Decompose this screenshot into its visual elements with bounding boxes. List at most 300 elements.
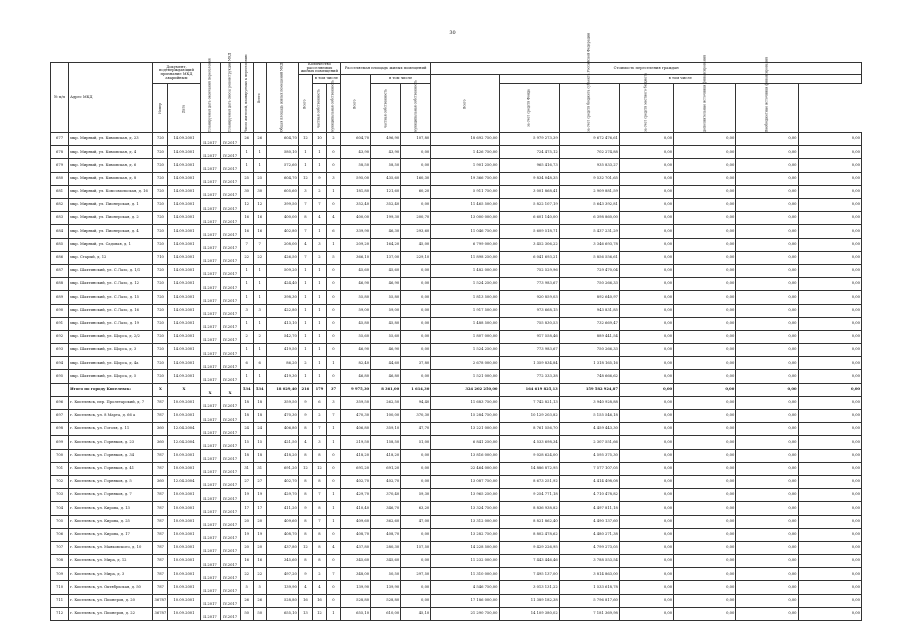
cell-doc-date: 10.09.2001	[168, 462, 200, 475]
cell-area-total: 400,00	[340, 212, 370, 225]
cell-address: мкр. Мирный, ул. Пионерская, д. 1	[69, 199, 153, 212]
cell-row-number: 677	[51, 133, 69, 146]
cell-premises-private: 7	[312, 199, 326, 212]
cell-cost-local: 0,00	[619, 199, 673, 212]
cell-area-private: 435,60	[371, 172, 401, 185]
cell-cost-total: 13 816 000,00	[431, 449, 499, 462]
cell-doc-date: 14.09.2001	[168, 264, 200, 277]
cell-residents: 1	[240, 264, 253, 277]
cell-area-private: 45,80	[371, 317, 401, 330]
cell-cost-extra: 0,00	[736, 278, 798, 291]
cell-area-total: 345,60	[340, 555, 370, 568]
cell-cost-local: 0,00	[619, 212, 673, 225]
cell-planned-demolition: IV.2017	[220, 449, 240, 462]
cell-planned-demolition: X	[220, 383, 240, 396]
cell-planned-demolition: IV.2017	[220, 225, 240, 238]
cell-planned-demolition: IV.2017	[220, 555, 240, 568]
cell-doc-number: 787	[153, 581, 168, 594]
header-count-total: Всего	[298, 75, 312, 133]
cell-residents: 1	[240, 146, 253, 159]
cell-premises-municipal: 0	[326, 264, 340, 277]
cell-doc-date: 14.09.2001	[168, 172, 200, 185]
cell-cost-local: 0,00	[619, 344, 673, 357]
cell-area-municipal: 229,10	[401, 251, 431, 264]
cell-premises-count: 8	[298, 555, 312, 568]
cell-area-total: 655,10	[340, 607, 370, 620]
cell-area-total: 9 975,30	[340, 383, 370, 396]
cell-area-total: 410,40	[340, 502, 370, 515]
cell-premises-municipal: 1	[326, 515, 340, 528]
cell-cost-local: 0,00	[619, 304, 673, 317]
cell-area-total: 348,00	[340, 568, 370, 581]
table-row	[51, 291, 862, 304]
cell-cost-total: 22 464 000,00	[431, 462, 499, 475]
cell-residents: 19	[240, 489, 253, 502]
cell-cost-fund: 7 495 137,00	[499, 568, 559, 581]
cell-extra-sources: 0,00	[798, 568, 861, 581]
cell-cost-extra: 0,00	[736, 251, 798, 264]
cell-doc-number: 787	[153, 541, 168, 554]
cell-residents: 25	[240, 172, 253, 185]
cell-cost-extra: 0,00	[736, 436, 798, 449]
cell-total-area: 426,50	[266, 251, 298, 264]
cell-cost-additional: 0,00	[674, 607, 736, 620]
cell-cost-fund: 9 028 624,00	[499, 449, 559, 462]
cell-doc-number: 787	[153, 396, 168, 409]
cell-planned-resettlement: II.2017	[200, 436, 220, 449]
cell-cost-fund: 5 822 107,19	[499, 199, 559, 212]
cell-doc-date: 12.04.2004	[168, 436, 200, 449]
cell-cost-region: 6 398 860,00	[559, 212, 619, 225]
cell-premises-private: 12	[312, 607, 326, 620]
cell-premises-municipal: 37	[326, 383, 340, 396]
cell-row-number: 712	[51, 607, 69, 620]
table-row	[51, 449, 862, 462]
cell-cost-extra: 0,00	[736, 304, 798, 317]
cell-cost-fund: 7 742 821,13	[499, 396, 559, 409]
cell-cost-fund: 14 886 872,95	[499, 462, 559, 475]
cell-premises-count: 1	[298, 278, 312, 291]
cell-premises-count: 8	[298, 212, 312, 225]
cell-extra-sources: 0,00	[798, 581, 861, 594]
cell-address: г. Киселевск, ул. Пионеров, д. 20	[69, 594, 153, 607]
cell-planned-demolition: IV.2017	[220, 172, 240, 185]
cell-cost-additional: 0,00	[674, 278, 736, 291]
cell-cost-extra: 0,00	[736, 159, 798, 172]
cell-premises-municipal: 0	[326, 555, 340, 568]
table-row	[51, 436, 862, 449]
cell-cost-fund: 8 673 251,92	[499, 475, 559, 488]
cell-planned-resettlement: II.2017	[200, 330, 220, 343]
cell-area-total: 691,20	[340, 462, 370, 475]
cell-cost-extra: 0,00	[736, 423, 798, 436]
cell-premises-count: 8	[298, 475, 312, 488]
cell-premises-count: 1	[298, 291, 312, 304]
cell-cost-additional: 0,00	[674, 264, 736, 277]
cell-doc-date: 10.09.2001	[168, 607, 200, 620]
cell-address: г. Киселевск, ул. Горняков, д. 34	[69, 449, 153, 462]
cell-premises-count: 1	[298, 304, 312, 317]
cell-residents-total: 20	[253, 515, 266, 528]
cell-residents: 12	[240, 199, 253, 212]
header-address: Адрес МКД	[69, 63, 153, 133]
cell-extra-sources: 0,00	[798, 489, 861, 502]
cell-extra-sources: 0,00	[798, 515, 861, 528]
cell-premises-municipal: 0	[326, 594, 340, 607]
cell-residents: 17	[240, 502, 253, 515]
cell-residents: 1	[240, 370, 253, 383]
table-row	[51, 502, 862, 515]
cell-cost-local: 0,00	[619, 502, 673, 515]
cell-cost-total: 1 524 250,00	[431, 344, 499, 357]
cell-cost-fund: 8 802 478,62	[499, 528, 559, 541]
cell-premises-private: 6	[312, 396, 326, 409]
cell-cost-additional: 0,00	[674, 159, 736, 172]
cell-doc-number: 720	[153, 278, 168, 291]
cell-premises-count: 12	[298, 172, 312, 185]
cell-doc-date: 12.04.2004	[168, 475, 200, 488]
cell-cost-region: 4 414 498,08	[559, 475, 619, 488]
cell-residents: 16	[240, 225, 253, 238]
cell-planned-demolition: IV.2017	[220, 410, 240, 423]
cell-residents-total: 22	[253, 568, 266, 581]
cell-area-municipal: 0,00	[401, 594, 431, 607]
cell-cost-additional: 0,00	[674, 291, 736, 304]
cell-cost-extra: 0,00	[736, 212, 798, 225]
cell-area-total: 45,80	[340, 317, 370, 330]
cell-premises-municipal: 0	[326, 304, 340, 317]
cell-total-area: 604,70	[266, 172, 298, 185]
cell-area-total: 406,80	[340, 423, 370, 436]
cell-planned-resettlement: II.2017	[200, 449, 220, 462]
cell-total-area: 400,00	[266, 212, 298, 225]
cell-row-number: 689	[51, 291, 69, 304]
header-cost-in-that: в том числе	[499, 75, 862, 84]
cell-doc-date: 14.09.2001	[168, 344, 200, 357]
cell-address: мкр. Шахтинский, ул. Щорса, д. 3	[69, 344, 153, 357]
cell-cost-total: 1 807 000,00	[431, 330, 499, 343]
cell-extra-sources: 0,00	[798, 423, 861, 436]
cell-premises-private: 8	[312, 449, 326, 462]
table-row	[51, 344, 862, 357]
cell-cost-total: 1 901 250,00	[431, 159, 499, 172]
cell-cost-additional: 0,00	[674, 581, 736, 594]
cell-cost-region: 4 490 137,60	[559, 515, 619, 528]
cell-planned-demolition: IV.2017	[220, 475, 240, 488]
cell-cost-extra: 0,00	[736, 396, 798, 409]
cell-area-total: 82,40	[340, 357, 370, 370]
cell-premises-count: 1	[298, 344, 312, 357]
cell-cost-total: 13 000 000,00	[431, 212, 499, 225]
cell-address: г. Киселевск, ул. Горняков, д. 41	[69, 462, 153, 475]
header-area-in-that: в том числе	[371, 75, 431, 84]
cell-premises-municipal: 0	[326, 475, 340, 488]
cell-area-total: 595,00	[340, 172, 370, 185]
cell-cost-additional: 0,00	[674, 449, 736, 462]
cell-planned-resettlement: II.2017	[200, 555, 220, 568]
cell-residents-total: 16	[253, 225, 266, 238]
cell-area-municipal: 94,40	[401, 396, 431, 409]
cell-cost-local: 0,00	[619, 383, 673, 396]
cell-cost-additional: 0,00	[674, 304, 736, 317]
cell-planned-demolition: IV.2017	[220, 304, 240, 317]
header-document-group: Документ, подтверждающий признание МКД аварийным	[153, 63, 200, 84]
cell-planned-demolition: IV.2017	[220, 502, 240, 515]
cell-area-private: 50,50	[371, 568, 401, 581]
header-count-municipal: муниципальная собственность	[326, 84, 340, 133]
cell-planned-demolition: IV.2017	[220, 212, 240, 225]
cell-cost-extra: 0,00	[736, 383, 798, 396]
cell-area-private: 528,80	[371, 594, 401, 607]
cell-residents-total: 1	[253, 370, 266, 383]
cell-residents: 1	[240, 344, 253, 357]
cell-premises-count: 2	[298, 357, 312, 370]
cell-address: г. Киселевск, ул. Пионеров, д. 22	[69, 607, 153, 620]
cell-residents-total: 30	[253, 185, 266, 198]
cell-residents-total: 16	[253, 212, 266, 225]
cell-doc-date: 14.09.2001	[168, 199, 200, 212]
cell-doc-date: X	[168, 383, 200, 396]
cell-row-number: 679	[51, 159, 69, 172]
cell-doc-number: 360	[153, 436, 168, 449]
cell-row-number: 709	[51, 568, 69, 581]
cell-extra-sources: 0,00	[798, 317, 861, 330]
cell-extra-sources: 0,00	[798, 475, 861, 488]
cell-cost-fund: 755 830,53	[499, 317, 559, 330]
cell-premises-municipal: 0	[326, 528, 340, 541]
cell-cost-extra: 0,00	[736, 502, 798, 515]
cell-cost-fund: 920 859,03	[499, 291, 559, 304]
cell-area-total: 352,40	[340, 199, 370, 212]
cell-extra-sources: 0,00	[798, 383, 861, 396]
cell-premises-private: 4	[312, 581, 326, 594]
cell-cost-total: 11 232 000,00	[431, 555, 499, 568]
cell-area-municipal: 60,20	[401, 185, 431, 198]
cell-doc-date: 14.09.2001	[168, 185, 200, 198]
cell-cost-extra: 0,00	[736, 475, 798, 488]
cell-planned-demolition: IV.2017	[220, 396, 240, 409]
cell-cost-additional: 0,00	[674, 146, 736, 159]
cell-cost-extra: 0,00	[736, 146, 798, 159]
cell-cost-additional: 0,00	[674, 370, 736, 383]
cell-premises-count: 8	[298, 489, 312, 502]
cell-cost-region: 1 533 618,78	[559, 581, 619, 594]
cell-premises-private: 12	[312, 462, 326, 475]
cell-row-number: 711	[51, 594, 69, 607]
cell-premises-private: 1	[312, 146, 326, 159]
cell-planned-resettlement: II.2017	[200, 291, 220, 304]
cell-row-number: 685	[51, 238, 69, 251]
cell-row-number: 706	[51, 528, 69, 541]
cell-doc-date: 14.09.2001	[168, 278, 200, 291]
cell-area-total: 409,60	[340, 515, 370, 528]
cell-residents-total: 20	[253, 541, 266, 554]
cell-address: мкр. Мирный, ул. Кимовская, д. 4	[69, 146, 153, 159]
cell-address: мкр. Шахтинский, ул. С.Лазо, д. 12	[69, 278, 153, 291]
cell-residents-total: 1	[253, 344, 266, 357]
cell-row-number: 697	[51, 410, 69, 423]
cell-cost-extra: 0,00	[736, 291, 798, 304]
cell-premises-count: 7	[298, 199, 312, 212]
cell-cost-extra: 0,00	[736, 541, 798, 554]
resettlement-table	[50, 33, 862, 621]
cell-cost-region: 5 796 817,60	[559, 594, 619, 607]
cell-residents: 27	[240, 475, 253, 488]
cell-cost-local: 0,00	[619, 146, 673, 159]
cell-cost-total: 11 683 750,00	[431, 396, 499, 409]
cell-premises-municipal: 6	[326, 225, 340, 238]
cell-cost-total: 1 917 500,00	[431, 304, 499, 317]
cell-cost-total: 2 678 000,00	[431, 357, 499, 370]
cell-residents-total: 1	[253, 317, 266, 330]
cell-residents: 31	[240, 462, 253, 475]
cell-extra-sources: 0,00	[798, 396, 861, 409]
cell-residents: 22	[240, 251, 253, 264]
cell-cost-total: 18 692 750,00	[431, 133, 499, 146]
cell-cost-total: 11 310 000,00	[431, 568, 499, 581]
cell-cost-local: 0,00	[619, 594, 673, 607]
cell-area-municipal: 0,00	[401, 344, 431, 357]
cell-area-private: 402,70	[371, 475, 401, 488]
table-row	[51, 396, 862, 409]
cell-area-total: 46,80	[340, 370, 370, 383]
cell-residents: 6	[240, 357, 253, 370]
cell-planned-demolition: IV.2017	[220, 133, 240, 146]
cell-cost-additional: 0,00	[674, 317, 736, 330]
cell-cost-additional: 0,00	[674, 238, 736, 251]
cell-planned-demolition: IV.2017	[220, 541, 240, 554]
cell-planned-demolition: IV.2017	[220, 436, 240, 449]
cell-area-municipal: 45,00	[401, 238, 431, 251]
cell-cost-local: 0,00	[619, 449, 673, 462]
cell-cost-fund: 3 001 868,41	[499, 185, 559, 198]
cell-cost-total: 324 202 250,00	[431, 383, 499, 396]
cell-premises-private: 8	[312, 475, 326, 488]
cell-cost-extra: 0,00	[736, 581, 798, 594]
table-row	[51, 475, 862, 488]
cell-premises-municipal: 1	[326, 436, 340, 449]
cell-area-municipal: 370,30	[401, 410, 431, 423]
cell-extra-sources: 0,00	[798, 344, 861, 357]
cell-cost-fund: 8 821 862,40	[499, 515, 559, 528]
cell-cost-fund: 5 609 518,71	[499, 225, 559, 238]
cell-address: мкр. Шахтинский, ул. Щорса, д. 5	[69, 370, 153, 383]
header-local-budget: за счет средств местного бюджета	[619, 84, 673, 133]
cell-premises-count: 1	[298, 146, 312, 159]
cell-cost-fund: 773 983,67	[499, 344, 559, 357]
cell-cost-local: 0,00	[619, 607, 673, 620]
cell-cost-fund: 973 668,15	[499, 304, 559, 317]
cell-row-number: 678	[51, 146, 69, 159]
cell-total-area: 429,70	[266, 489, 298, 502]
cell-cost-region: 3 346 693,78	[559, 238, 619, 251]
cell-area-municipal: 293,60	[401, 225, 431, 238]
cell-row-number: 684	[51, 225, 69, 238]
cell-premises-municipal: 0	[326, 581, 340, 594]
cell-residents: 1	[240, 291, 253, 304]
cell-area-private: 158,50	[371, 436, 401, 449]
header-count-in-that: в том числе	[312, 75, 340, 84]
header-doc-date: Дата	[168, 84, 200, 133]
cell-cost-region: 2 307 551,66	[559, 436, 619, 449]
cell-premises-municipal: 1	[326, 185, 340, 198]
cell-premises-municipal: 1	[326, 502, 340, 515]
cell-planned-demolition: IV.2017	[220, 330, 240, 343]
cell-planned-demolition: IV.2017	[220, 317, 240, 330]
cell-total-area: 139,90	[266, 581, 298, 594]
cell-doc-number: 787	[153, 462, 168, 475]
cell-address: г. Киселевск, ул. Гоголя, д. 11	[69, 423, 153, 436]
cell-address: мкр. Шахтинский, ул. С.Лазо, д. 16	[69, 304, 153, 317]
cell-planned-resettlement: II.2017	[200, 423, 220, 436]
cell-cost-region: 4 799 273,05	[559, 541, 619, 554]
cell-cost-total: 1 488 500,00	[431, 317, 499, 330]
cell-premises-private: 2	[312, 185, 326, 198]
cell-premises-municipal: 0	[326, 199, 340, 212]
cell-premises-private: 8	[312, 502, 326, 515]
cell-area-private: 610,00	[371, 607, 401, 620]
cell-cost-region: 943 831,85	[559, 304, 619, 317]
cell-area-total: 43,90	[340, 146, 370, 159]
cell-residents-total: 12	[253, 199, 266, 212]
cell-premises-count: 8	[298, 515, 312, 528]
cell-residents: 3	[240, 304, 253, 317]
cell-area-private: 43,90	[371, 146, 401, 159]
cell-premises-private: 1	[312, 304, 326, 317]
cell-premises-municipal: 0	[326, 291, 340, 304]
cell-area-municipal: 0,00	[401, 581, 431, 594]
cell-row-number: 683	[51, 212, 69, 225]
cell-cost-extra: 0,00	[736, 172, 798, 185]
cell-cost-additional: 0,00	[674, 212, 736, 225]
cell-planned-resettlement: II.2017	[200, 172, 220, 185]
cell-area-municipal: 0,00	[401, 317, 431, 330]
cell-residents-total: 50	[253, 607, 266, 620]
cell-area-municipal: 0,00	[401, 146, 431, 159]
cell-doc-number: 720	[153, 159, 168, 172]
cell-planned-resettlement: II.2017	[200, 185, 220, 198]
cell-cost-total: 1 813 500,00	[431, 291, 499, 304]
cell-planned-resettlement: X	[200, 383, 220, 396]
cell-cost-fund: 7 443 446,46	[499, 555, 559, 568]
header-premises-count-group: Количество расселяемых жилых помещений	[298, 63, 340, 75]
cell-extra-sources: 0,00	[798, 449, 861, 462]
cell-planned-demolition: IV.2017	[220, 357, 240, 370]
cell-cost-region: 7 181 369,98	[559, 607, 619, 620]
cell-address: мкр. Шахтинский, ул. С.Лазо, д. 19	[69, 317, 153, 330]
cell-doc-number: X	[153, 383, 168, 396]
cell-total-area: 399,50	[266, 199, 298, 212]
cell-premises-private: 4	[312, 212, 326, 225]
cell-area-municipal: 297,50	[401, 568, 431, 581]
cell-premises-private: 1	[312, 225, 326, 238]
cell-total-area: 398,30	[266, 291, 298, 304]
cell-residents: 2	[240, 330, 253, 343]
cell-cost-region: 7 577 107,05	[559, 462, 619, 475]
cell-planned-resettlement: II.2017	[200, 278, 220, 291]
cell-area-private: 359,10	[371, 423, 401, 436]
cell-cost-local: 0,00	[619, 225, 673, 238]
cell-residents: 18	[240, 396, 253, 409]
cell-area-municipal: 200,70	[401, 212, 431, 225]
cell-cost-additional: 0,00	[674, 475, 736, 488]
cell-cost-fund: 8 836 938,82	[499, 502, 559, 515]
cell-extra-sources: 0,00	[798, 541, 861, 554]
cell-area-private: 418,20	[371, 449, 401, 462]
cell-cost-region: 5 856 556,61	[559, 251, 619, 264]
cell-planned-resettlement: II.2017	[200, 568, 220, 581]
header-extra-costs: Внебюджетные источники финансирования	[736, 84, 798, 133]
